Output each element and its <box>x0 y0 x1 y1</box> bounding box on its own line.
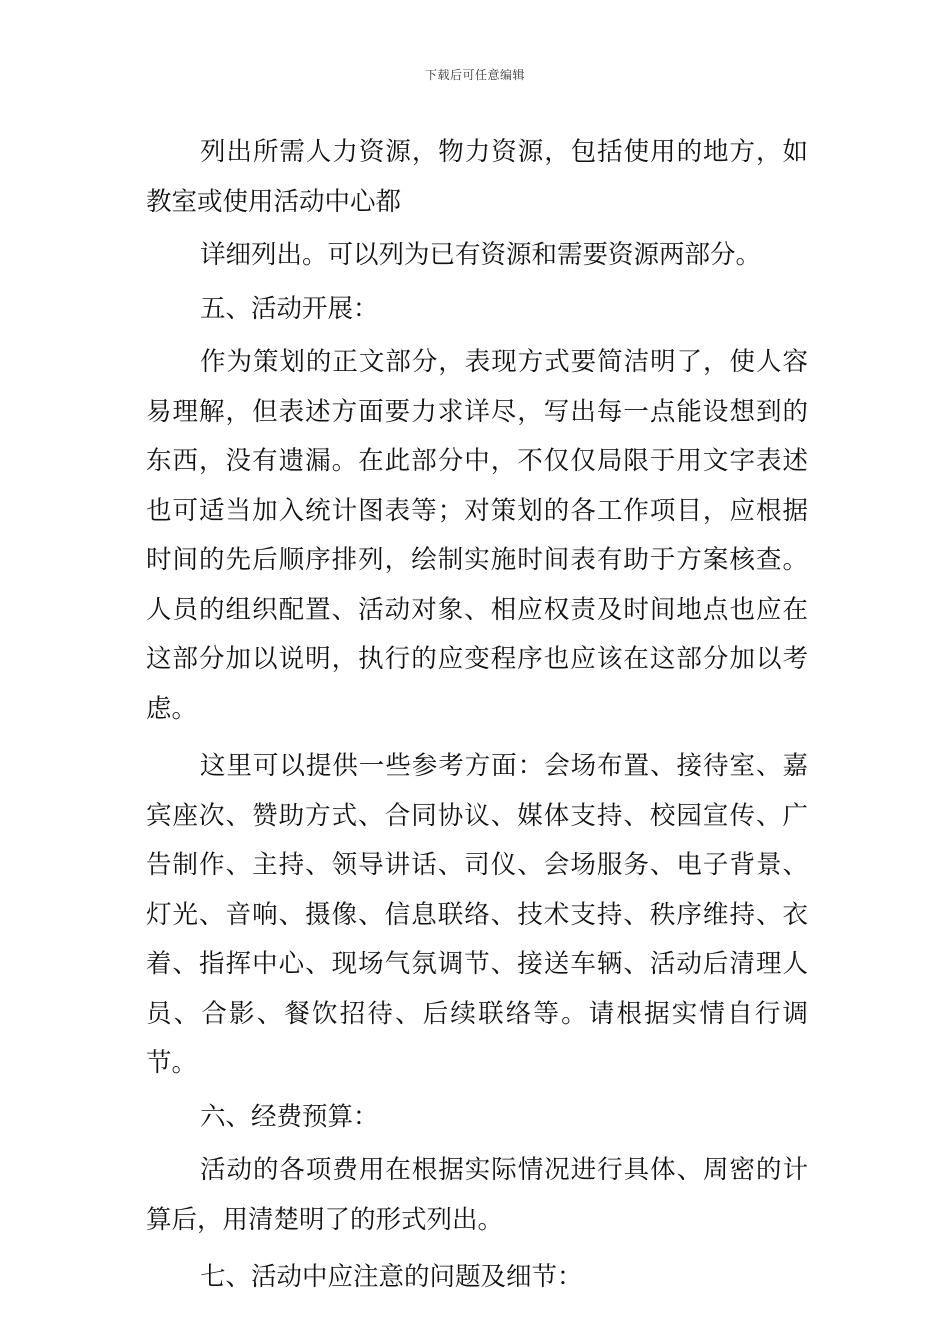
header-note: 下载后可任意编辑 <box>424 68 525 82</box>
section-heading-6: 六、经费预算： <box>200 1101 379 1132</box>
section-heading-5: 五、活动开展： <box>200 293 379 324</box>
section-heading-7: 七、活动中应注意的问题及细节： <box>200 1262 583 1292</box>
paragraph-activity-body: 作为策划的正文部分，表现方式要简洁明了，使人容易理解，但表述方面要力求详尽，写出每一点能设想到的东西，没有遗漏。在此部分中，不仅仅局限于用文字表述也可适当加入统计图表等；对策划的各工作项目，应根据时间的先后顺序排列，绘制实施时间表有助于方案核查。人员的组织配置、活动对象、相应权责及时间地点也应在这部分加以说明，执行的应变程序也应该在这部分加以考虑。 <box>146 347 808 724</box>
paragraph-resources: 列出所需人力资源，物力资源，包括使用的地方，如教室或使用活动中心都 <box>146 137 808 217</box>
paragraph-reference-aspects: 这里可以提供一些参考方面：会场布置、接待室、嘉宾座次、赞助方式、合同协议、媒体支持、校园宣传、广告制作、主持、领导讲话、司仪、会场服务、电子背景、灯光、音响、摄像、信息联络、技术支持、秩序维持、衣着、指挥中心、现场气氛调节、接送车辆、活动后清理人员、合影、餐饮招待、后续联络等。请根据实情自行调节。 <box>146 751 808 1078</box>
paragraph-resources-detail: 详细列出。可以列为已有资源和需要资源两部分。 <box>200 240 762 270</box>
paragraph-budget: 活动的各项费用在根据实际情况进行具体、周密的计算后，用清楚明了的形式列出。 <box>146 1155 808 1235</box>
document-body <box>146 128 808 1303</box>
